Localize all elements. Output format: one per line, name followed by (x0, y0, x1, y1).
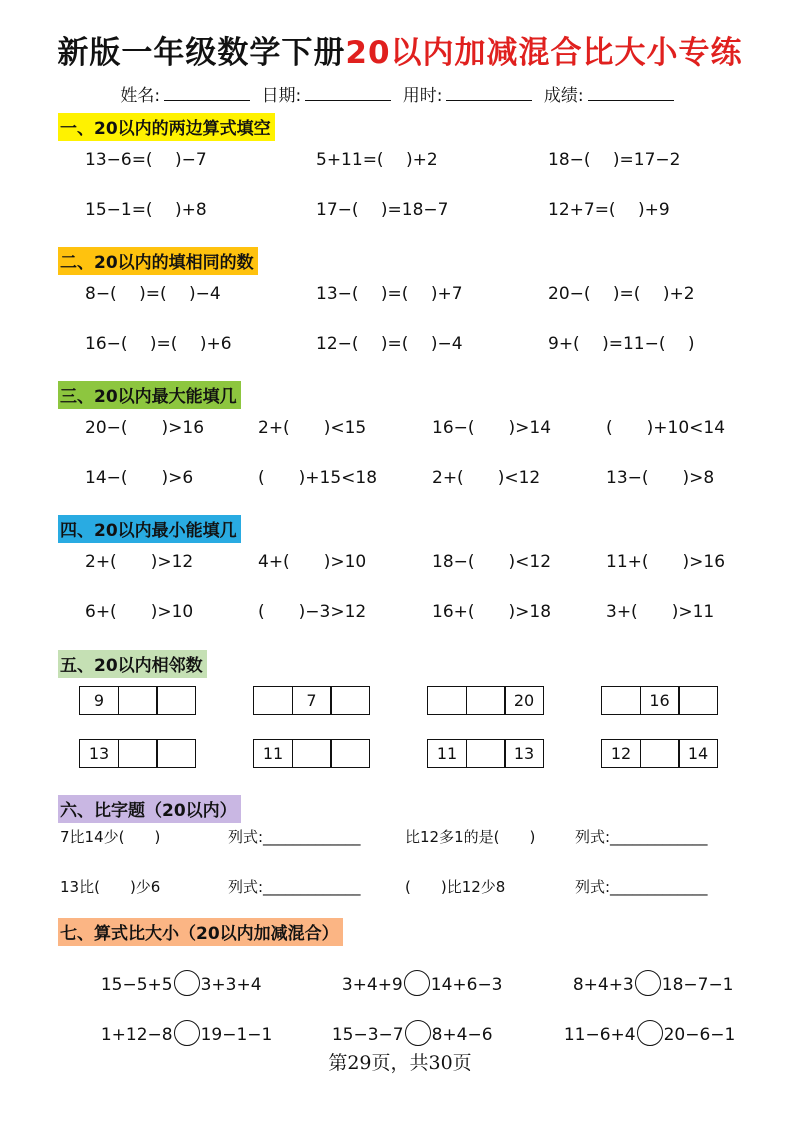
compare-problem (553, 1002, 735, 1048)
number-box[interactable]: 13 (504, 739, 544, 768)
section-1-heading: 一、20以内的两边算式填空 (58, 113, 275, 141)
neighbor-number-boxes (253, 686, 370, 715)
equation-line[interactable]: 列式:_____________ (575, 828, 708, 846)
equation-line[interactable]: 列式:_____________ (228, 828, 361, 846)
section-6-heading: 六、比字题（20以内） (58, 795, 241, 823)
problem: 16−( )>14 (432, 418, 552, 438)
number-box[interactable] (292, 739, 332, 768)
problem: 6+( )>10 (85, 602, 194, 622)
problem: 15−1=( )+8 (85, 200, 207, 220)
date-field[interactable] (305, 86, 391, 101)
compare-circle[interactable] (405, 1020, 431, 1046)
compare-circle[interactable] (637, 1020, 663, 1046)
problem: 9+( )=11−( ) (548, 334, 695, 354)
problem: ( )+10<14 (606, 418, 726, 438)
problem: 20−( )=( )+2 (548, 284, 695, 304)
number-box[interactable]: 12 (601, 739, 641, 768)
number-box[interactable] (118, 739, 158, 768)
left-expression: 15−5+5 (100, 975, 173, 995)
problem: ( )+15<18 (258, 468, 378, 488)
number-box[interactable] (330, 686, 370, 715)
left-expression: 15−3−7 (331, 1025, 404, 1045)
equation-line[interactable]: 列式:_____________ (575, 878, 708, 896)
problem: 13−( )=( )+7 (316, 284, 463, 304)
problem: 12+7=( )+9 (548, 200, 670, 220)
number-box[interactable]: 14 (678, 739, 718, 768)
equation-line[interactable]: 列式:_____________ (228, 878, 361, 896)
number-box[interactable] (466, 739, 506, 768)
number-box[interactable]: 9 (79, 686, 119, 715)
problem: 4+( )>10 (258, 552, 367, 572)
number-box[interactable]: 7 (292, 686, 332, 715)
problem: 17−( )=18−7 (316, 200, 449, 220)
compare-circle[interactable] (174, 970, 200, 996)
problem: 14−( )>6 (85, 468, 194, 488)
problem: 11+( )>16 (606, 552, 726, 572)
problem: 5+11=( )+2 (316, 150, 438, 170)
number-box[interactable]: 11 (253, 739, 293, 768)
problem: 13−( )>8 (606, 468, 715, 488)
number-box[interactable] (466, 686, 506, 715)
number-box[interactable] (427, 686, 467, 715)
compare-circle[interactable] (635, 970, 661, 996)
title-topic: 20以内加减混合比大小专练 (345, 35, 743, 71)
score-label: 成绩: (543, 86, 584, 106)
problem: 2+( )>12 (85, 552, 194, 572)
score-field[interactable] (588, 86, 674, 101)
right-expression: 20−6−1 (663, 1025, 736, 1045)
number-box[interactable]: 13 (79, 739, 119, 768)
number-box[interactable] (330, 739, 370, 768)
problem: 18−( )=17−2 (548, 150, 681, 170)
section-3-heading: 三、20以内最大能填几 (58, 381, 241, 409)
number-box[interactable] (678, 686, 718, 715)
section-2-heading: 二、20以内的填相同的数 (58, 247, 258, 275)
number-box[interactable] (156, 739, 196, 768)
right-expression: 8+4−6 (431, 1025, 493, 1045)
right-expression: 19−1−1 (200, 1025, 273, 1045)
left-expression: 8+4+3 (572, 975, 634, 995)
problem: 18−( )<12 (432, 552, 552, 572)
time-field[interactable] (446, 86, 532, 101)
compare-problem (321, 1002, 493, 1048)
problem: 16−( )=( )+6 (85, 334, 232, 354)
right-expression: 14+6−3 (430, 975, 503, 995)
neighbor-number-boxes (427, 739, 544, 768)
neighbor-number-boxes (253, 739, 370, 768)
left-expression: 3+4+9 (341, 975, 403, 995)
left-expression: 11−6+4 (563, 1025, 636, 1045)
word-problem: 7比14少( ) (60, 828, 161, 846)
number-box[interactable]: 16 (640, 686, 680, 715)
problem: 8−( )=( )−4 (85, 284, 221, 304)
right-expression: 18−7−1 (661, 975, 734, 995)
section-4-heading: 四、20以内最小能填几 (58, 515, 241, 543)
number-box[interactable]: 20 (504, 686, 544, 715)
problem: 12−( )=( )−4 (316, 334, 463, 354)
number-box[interactable] (156, 686, 196, 715)
time-label: 用时: (402, 86, 443, 106)
number-box[interactable]: 11 (427, 739, 467, 768)
neighbor-number-boxes (427, 686, 544, 715)
neighbor-number-boxes (601, 739, 718, 768)
page-title (0, 27, 800, 72)
page-number: 第29页，共30页 (328, 1052, 472, 1074)
compare-problem (90, 1002, 272, 1048)
number-box[interactable] (118, 686, 158, 715)
word-problem: 13比( )少6 (60, 878, 161, 896)
compare-problem (331, 952, 503, 998)
problem: ( )−3>12 (258, 602, 367, 622)
compare-problem (90, 952, 262, 998)
name-field[interactable] (164, 86, 250, 101)
number-box[interactable] (640, 739, 680, 768)
problem: 20−( )>16 (85, 418, 205, 438)
neighbor-number-boxes (601, 686, 718, 715)
number-box[interactable] (253, 686, 293, 715)
date-label: 日期: (261, 86, 302, 106)
compare-circle[interactable] (174, 1020, 200, 1046)
section-7-heading: 七、算式比大小（20以内加减混合） (58, 918, 343, 946)
student-info-line (0, 81, 800, 106)
problem: 13−6=( )−7 (85, 150, 207, 170)
compare-circle[interactable] (404, 970, 430, 996)
problem: 3+( )>11 (606, 602, 715, 622)
neighbor-number-boxes (79, 686, 196, 715)
name-label: 姓名: (120, 86, 161, 106)
right-expression: 3+3+4 (200, 975, 262, 995)
problem: 2+( )<15 (258, 418, 367, 438)
title-main: 新版一年级数学下册 (57, 35, 346, 71)
compare-problem (562, 952, 734, 998)
problem: 2+( )<12 (432, 468, 541, 488)
word-problem: ( )比12少8 (405, 878, 506, 896)
word-problem: 比12多1的是( ) (405, 828, 536, 846)
problem: 16+( )>18 (432, 602, 552, 622)
left-expression: 1+12−8 (100, 1025, 173, 1045)
number-box[interactable] (601, 686, 641, 715)
section-5-heading: 五、20以内相邻数 (58, 650, 207, 678)
neighbor-number-boxes (79, 739, 196, 768)
